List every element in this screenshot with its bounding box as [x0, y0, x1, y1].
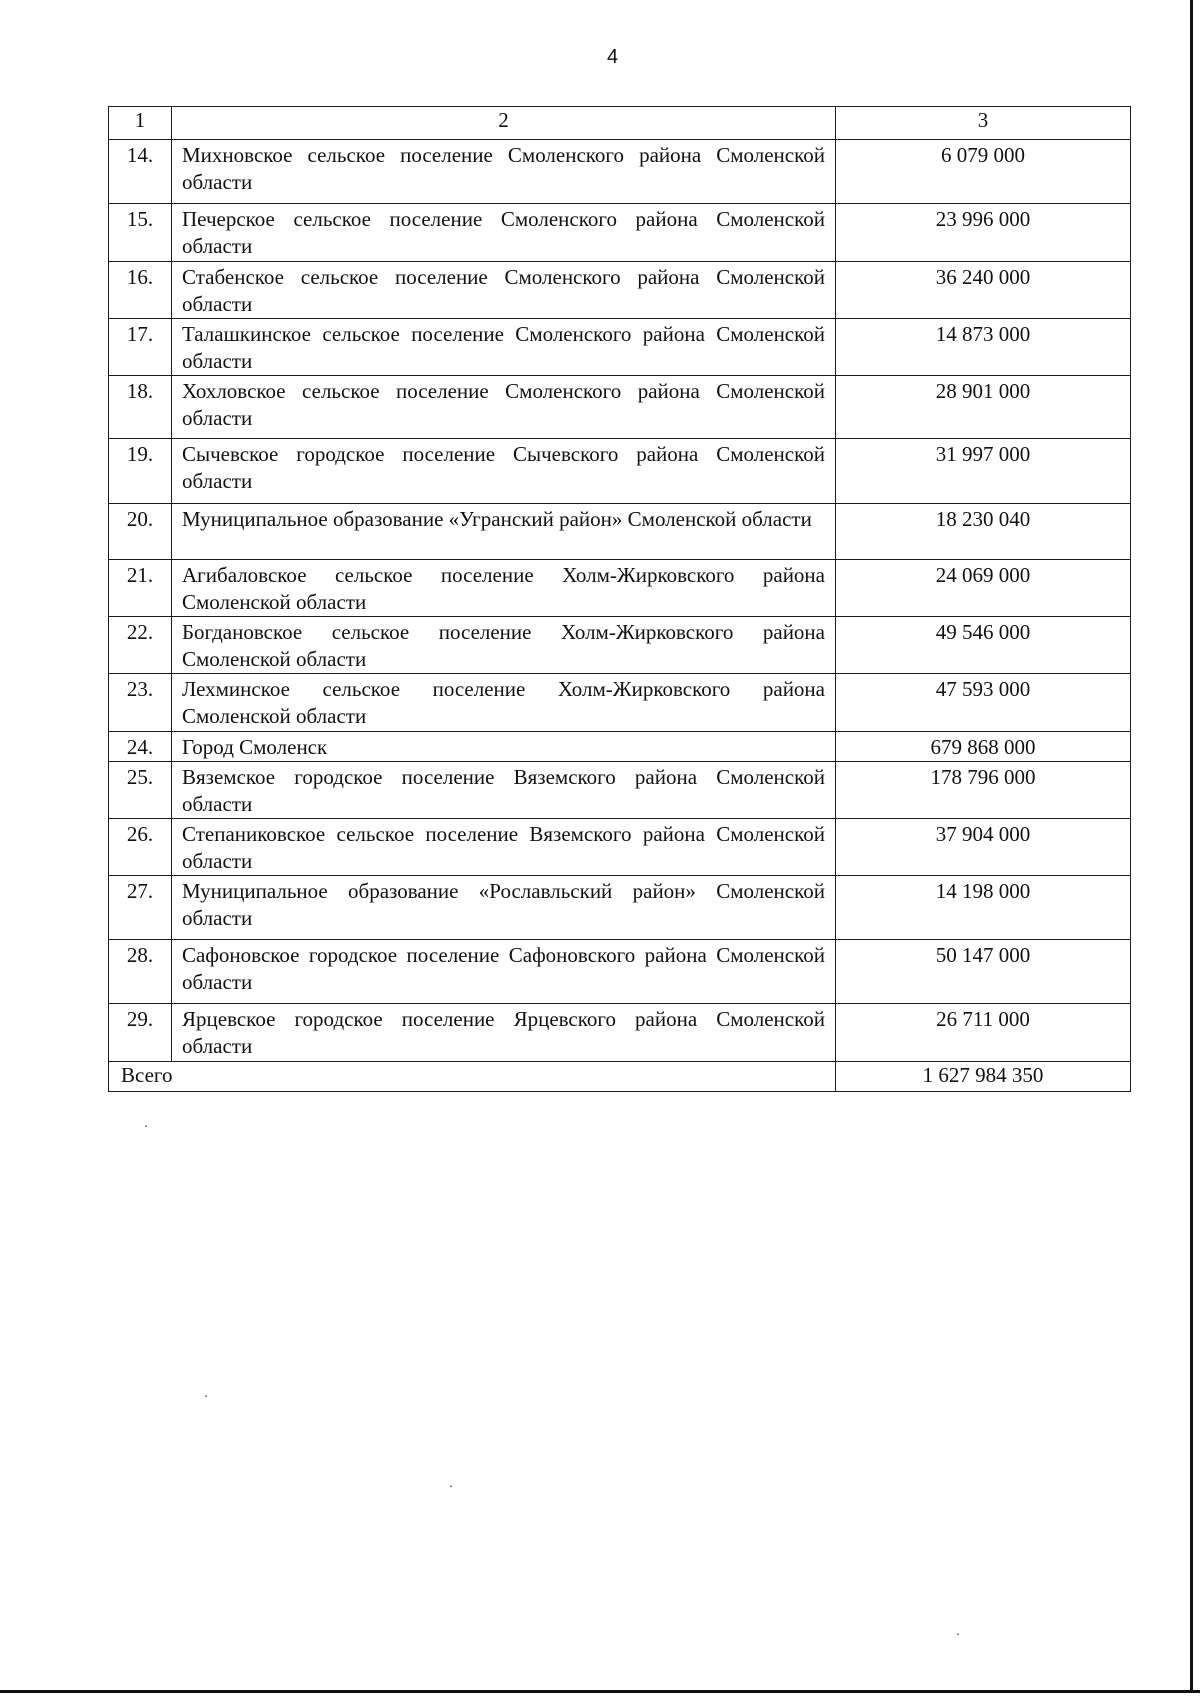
row-name: Агибаловское сельское поселение Холм-Жирковского района Смоленской области: [172, 560, 836, 617]
row-name: Сафоновское городское поселение Сафоновского района Смоленской области: [172, 940, 836, 1004]
row-number: 28.: [109, 940, 172, 1004]
table-header-row: [109, 107, 1131, 140]
row-value: 6 079 000: [836, 140, 1131, 204]
table-row: [109, 262, 1131, 319]
row-value: 24 069 000: [836, 560, 1131, 617]
table-row: [109, 617, 1131, 674]
table-row: [109, 439, 1131, 504]
row-name: Стабенское сельское поселение Смоленского района Смоленской области: [172, 262, 836, 319]
header-col-3: 3: [836, 107, 1131, 140]
row-value: 26 711 000: [836, 1004, 1131, 1062]
row-name: Михновское сельское поселение Смоленского района Смоленской области: [172, 140, 836, 204]
row-name: Муниципальное образование «Рославльский район» Смоленской области: [172, 876, 836, 940]
budget-table: [108, 106, 1131, 1092]
row-number: 22.: [109, 617, 172, 674]
row-number: 23.: [109, 674, 172, 732]
row-number: 17.: [109, 319, 172, 376]
row-name: Степаниковское сельское поселение Вяземского района Смоленской области: [172, 819, 836, 876]
table-row: [109, 204, 1131, 262]
scan-artifact-dot: .: [144, 1114, 148, 1130]
row-value: 50 147 000: [836, 940, 1131, 1004]
table-row: [109, 319, 1131, 376]
row-value: 31 997 000: [836, 439, 1131, 504]
row-number: 29.: [109, 1004, 172, 1062]
scan-artifact-dot: .: [449, 1474, 453, 1490]
row-name: Вяземское городское поселение Вяземского района Смоленской области: [172, 762, 836, 819]
row-number: 20.: [109, 504, 172, 560]
row-value: 14 198 000: [836, 876, 1131, 940]
table-row: [109, 140, 1131, 204]
row-number: 24.: [109, 732, 172, 762]
scan-artifact-dot: .: [204, 1384, 208, 1400]
table-row: [109, 1004, 1131, 1062]
row-value: 36 240 000: [836, 262, 1131, 319]
row-name: Печерское сельское поселение Смоленского района Смоленской области: [172, 204, 836, 262]
row-value: 47 593 000: [836, 674, 1131, 732]
row-value: 178 796 000: [836, 762, 1131, 819]
scan-border-bottom: [0, 1690, 1200, 1693]
row-number: 25.: [109, 762, 172, 819]
row-name: Хохловское сельское поселение Смоленского района Смоленской области: [172, 376, 836, 439]
table-row: [109, 940, 1131, 1004]
total-value: 1 627 984 350: [836, 1062, 1131, 1092]
row-value: 23 996 000: [836, 204, 1131, 262]
table-row: [109, 819, 1131, 876]
row-name: Город Смоленск: [172, 732, 836, 762]
table-row: [109, 876, 1131, 940]
row-name: Ярцевское городское поселение Ярцевского района Смоленской области: [172, 1004, 836, 1062]
row-number: 15.: [109, 204, 172, 262]
row-number: 16.: [109, 262, 172, 319]
row-number: 26.: [109, 819, 172, 876]
header-col-2: 2: [172, 107, 836, 140]
row-number: 21.: [109, 560, 172, 617]
row-number: 14.: [109, 140, 172, 204]
row-value: 14 873 000: [836, 319, 1131, 376]
table-row: [109, 504, 1131, 560]
total-label: Всего: [109, 1062, 836, 1092]
row-name: Талашкинское сельское поселение Смоленского района Смоленской области: [172, 319, 836, 376]
total-row: [109, 1062, 1131, 1092]
page-number: 4: [606, 46, 619, 68]
table-row: [109, 762, 1131, 819]
table-row: [109, 560, 1131, 617]
row-number: 27.: [109, 876, 172, 940]
table-row: [109, 674, 1131, 732]
scan-border-right: [1190, 0, 1193, 1693]
row-name: Богдановское сельское поселение Холм-Жирковского района Смоленской области: [172, 617, 836, 674]
row-number: 18.: [109, 376, 172, 439]
row-value: 18 230 040: [836, 504, 1131, 560]
row-name: Муниципальное образование «Угранский район» Смоленской области: [172, 504, 836, 560]
row-value: 679 868 000: [836, 732, 1131, 762]
row-name: Сычевское городское поселение Сычевского района Смоленской области: [172, 439, 836, 504]
scan-artifact-dot: .: [956, 1622, 960, 1638]
row-value: 49 546 000: [836, 617, 1131, 674]
row-value: 37 904 000: [836, 819, 1131, 876]
row-value: 28 901 000: [836, 376, 1131, 439]
row-number: 19.: [109, 439, 172, 504]
table-row: [109, 732, 1131, 762]
row-name: Лехминское сельское поселение Холм-Жирковского района Смоленской области: [172, 674, 836, 732]
table-row: [109, 376, 1131, 439]
header-col-1: 1: [109, 107, 172, 140]
